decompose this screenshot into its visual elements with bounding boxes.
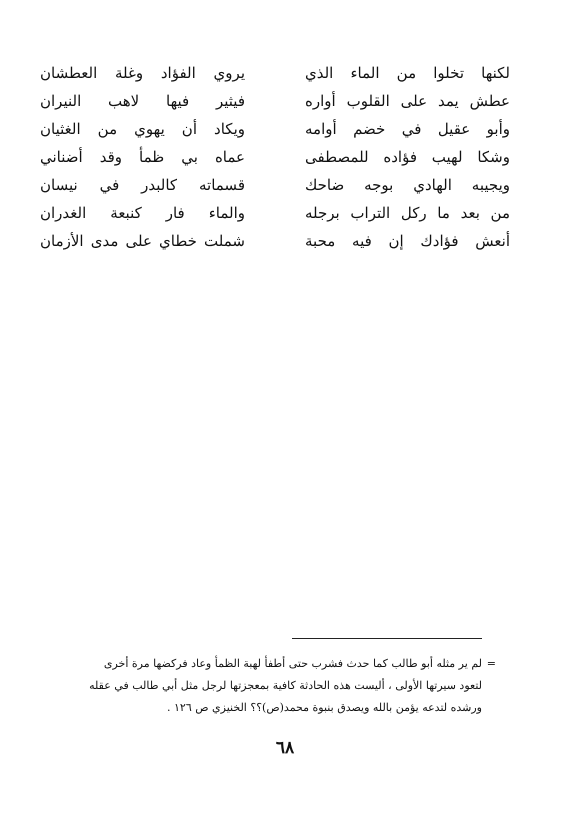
poem bbox=[40, 60, 510, 260]
verse-second-hemistich: فيثير فيها لاهب النيران bbox=[40, 92, 245, 110]
verse bbox=[40, 144, 510, 170]
verse-first-hemistich: من بعد ما ركل التراب برجله bbox=[305, 204, 510, 222]
footnote-line: ورشده لتدعه يؤمن بالله ويصدق بنبوة محمد(ص)؟؟ الخنيزي ص ١٢٦ . bbox=[167, 701, 482, 714]
footnote-line: لم ير مثله أبو طالب كما حدث فشرب حتى أطفأ لهبة الظمأ وعاد فركضها مرة أخرى bbox=[103, 657, 482, 670]
verse-second-hemistich: قسماته كالبدر في نيسان bbox=[40, 176, 245, 194]
verse-second-hemistich: ويكاد أن يهوي من الغثيان bbox=[40, 120, 245, 138]
verse bbox=[40, 172, 510, 198]
verse bbox=[40, 116, 510, 142]
verse-first-hemistich: لكنها تخلوا من الماء الذي bbox=[305, 64, 510, 82]
verse-second-hemistich: عماه بي ظمأ وقد أضناني bbox=[40, 148, 245, 166]
verse bbox=[40, 200, 510, 226]
footnote bbox=[82, 653, 496, 719]
verse-first-hemistich: وشكا لهيب فؤاده للمصطفى bbox=[305, 148, 510, 166]
verse bbox=[40, 60, 510, 86]
verse-second-hemistich: شملت خطاي على مدى الأزمان bbox=[40, 232, 245, 250]
verse-second-hemistich: والماء فار كنبعة الغدران bbox=[40, 204, 245, 222]
verse-first-hemistich: وأبو عقيل في خضم أوامه bbox=[305, 120, 510, 138]
verse bbox=[40, 228, 510, 254]
verse-first-hemistich: ويجيبه الهادي بوجه ضاحك bbox=[305, 176, 510, 194]
footnote-separator bbox=[292, 638, 482, 639]
footnote-marker: = bbox=[486, 657, 496, 670]
page-number: ٦٨ bbox=[275, 738, 295, 758]
verse-first-hemistich: عطش يمد على القلوب أواره bbox=[305, 92, 510, 110]
verse-first-hemistich: أنعش فؤادك إن فيه محبة bbox=[305, 232, 510, 250]
verse-second-hemistich: يروي الفؤاد وغلة العطشان bbox=[40, 64, 245, 82]
footnote-line: لتعود سيرتها الأولى ، أليست هذه الحادثة كافية بمعجزتها لرجل مثل أبي طالب في عقله bbox=[89, 679, 482, 692]
verse bbox=[40, 88, 510, 114]
